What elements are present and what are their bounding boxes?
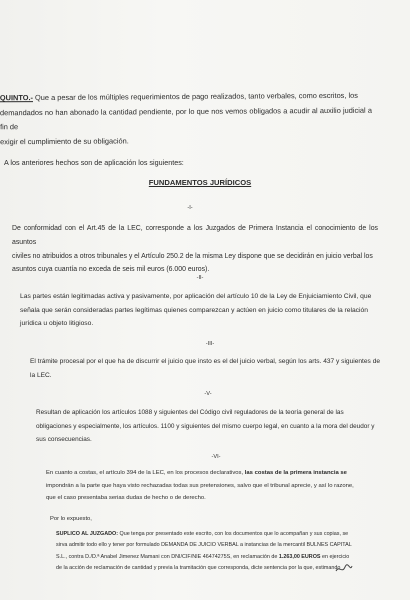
fundamento-ii-line-2: señala que serán consideradas partes legítimas quienes comparezcan y actúen en juicio como titulares de la relación xyxy=(20,306,368,314)
quinto-label: QUINTO.- xyxy=(0,93,34,103)
fundamento-vi-line-1a: En cuanto a costas, el artículo 394 de la LEC, en los procesos declarativos, xyxy=(46,470,245,476)
fundamento-vi-line-2: impondrán a la parte que haya visto rechazadas todas sus pretensiones, salvo que el tribunal aprecie, y así lo razone, xyxy=(46,482,354,489)
suplico-line-4: de la acción de reclamación de cantidad y previa la tramitación que corresponda, dicte sentencia por la que, estimando xyxy=(56,565,341,572)
suplico-amount: 1.263,00 EUROS xyxy=(278,553,321,560)
fundamento-i-line-3: asuntos cuya cuantía no exceda de seis mil euros (6.000 euros). xyxy=(12,266,210,274)
fundamento-iii-line-1: El trámite procesal por el que ha de discurrir el juicio que insto es el del juicio verbal, según los arts. 437 y siguientes de xyxy=(30,358,381,365)
fundamento-vi-line-3: que el caso presentaba serias dudas de hecho o de derecho. xyxy=(46,495,206,502)
numeral-v: -V- xyxy=(204,391,212,397)
fundamento-ii-line-1: Las partes están legitimadas activa y pasivamente, por aplicación del artículo 10 de la Ley de Enjuiciamiento Civil, que xyxy=(20,293,372,300)
fundamento-i-line-1: De conformidad con el Art.45 de la LEC, corresponde a los Juzgados de Primera Instancia el conocimiento de los asuntos xyxy=(12,225,378,246)
closing-text: Por lo expuesto, xyxy=(50,516,92,522)
quinto-line-3: exigir el cumplimiento de su obligación. xyxy=(0,135,129,146)
fundamento-vi-line-1b: las costas de la primera instancia se xyxy=(244,470,347,476)
suplico-line-1: Que tenga por presentado este escrito, con los documentos que lo acompañan y sus copias, se xyxy=(118,531,349,537)
fundamento-i-line-2: civiles no atribuidos a otros tribunales y el Artículo 250.2 de la misma Ley dispone que se decidirán en juicio verbal los xyxy=(12,252,373,260)
section-heading: FUNDAMENTOS JURÍDICOS xyxy=(148,178,252,187)
fundamento-iii-paragraph xyxy=(30,355,386,382)
fundamento-ii-line-3: jurídica u objeto litigioso. xyxy=(20,320,94,327)
fundamento-ii-paragraph xyxy=(20,290,382,331)
numeral-ii: -II- xyxy=(196,275,204,281)
suplico-line-3-end: en ejercicio xyxy=(320,553,350,560)
quinto-paragraph xyxy=(0,89,372,150)
numeral-i: -I- xyxy=(187,205,193,211)
numeral-vi: -VI- xyxy=(211,454,221,460)
numeral-iii: -III- xyxy=(205,341,215,347)
fundamento-v-line-2: obligaciones y especialmente, los artículos. 1100 y siguientes del mismo cuerpo legal, en cuanto a la mora del deudor y xyxy=(36,422,375,430)
fundamento-i-paragraph xyxy=(12,222,378,277)
quinto-line-2: demandados no han abonado la cantidad pendiente, por lo que nos vemos obligados a acudir al auxilio judicial a fin de xyxy=(0,105,372,132)
fundamento-v-paragraph xyxy=(36,406,388,447)
suplico-line-2: sirva admitir todo ello y tener por formulado DEMANDA DE JUICIO VERBAL a instancias de la mercantil BULNES CAPITAL xyxy=(56,542,352,549)
fundamento-v-line-1: Resultan de aplicación los artículos 1088 y siguientes del Código civil reguladores de la teoría general de las xyxy=(36,409,344,416)
fundamento-iii-line-2: la LEC. xyxy=(30,371,52,379)
quinto-line-1: Que a pesar de los múltiples requerimientos de pago realizados, tanto verbales, como escritos, los xyxy=(32,90,358,103)
signature-mark xyxy=(334,562,354,576)
suplico-line-3: S.L., contra D./D.ª Anabel Jimenez Mamani con DNI/CIF/NIE 46474275S, en reclamación de xyxy=(56,553,279,560)
fundamento-v-line-3: sus consecuencias. xyxy=(36,436,92,443)
intro-text: A los anteriores hechos son de aplicación los siguientes: xyxy=(4,158,184,167)
fundamento-vi-paragraph xyxy=(46,467,388,505)
suplico-label: SUPLICO AL JUZGADO: xyxy=(56,531,118,537)
